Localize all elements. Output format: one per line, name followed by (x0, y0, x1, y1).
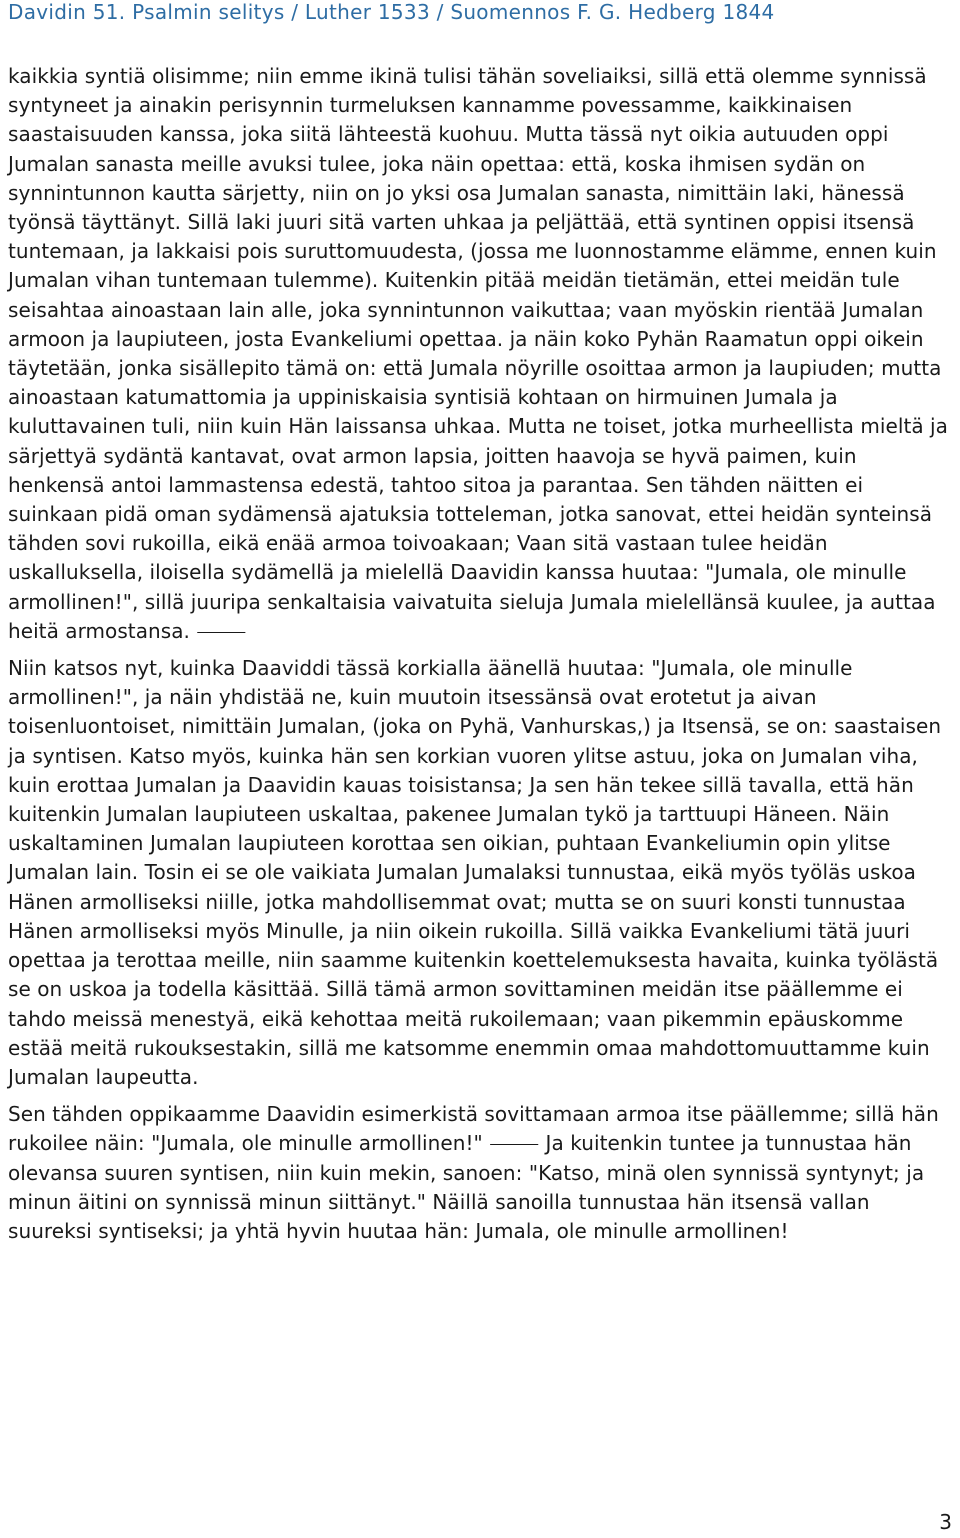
paragraph: Sen tähden oppikaamme Daavidin esimerkistä sovittamaan armoa itse päällemme; sillä hän rukoilee näin: "Jumala, ole minulle armollinen!" ⸻ Ja kuitenkin tuntee ja tunnustaa hän olevansa suuren syntisen, niin kuin mekin, sanoen: "Katso, minä olen synnissä syntynyt; ja minun äitini on synnissä minun siittänyt." Näillä sanoilla tunnustaa hän itsensä vallan suureksi syntiseksi; ja yhtä hyvin huutaa hän: Jumala, ole minulle armollinen! (8, 1102, 939, 1243)
page-number: 3 (939, 1510, 952, 1534)
paragraph: kaikkia syntiä olisimme; niin emme ikinä tulisi tähän soveliaiksi, sillä että olemme synnissä syntyneet ja ainakin perisynnin turmeluksen kannamme povessamme, kaikkinaisen saastaisuuden kanssa, joka siitä lähteestä kuohuu. Mutta tässä nyt oikia autuuden oppi Jumalan sanasta meille avuksi tulee, joka näin opettaa: että, koska ihmisen sydän on synnintunnon kautta särjetty, niin on jo yksi osa Jumalan sanasta, nimittäin laki, hänessä työnsä täyttänyt. Sillä laki juuri sitä varten uhkaa ja peljättää, että syntinen oppisi itsensä tuntemaan, ja lakkaisi pois suruttomuudesta, (jossa me luonnostamme elämme, ennen kuin Jumalan vihan tuntemaan tulemme). Kuitenkin pitää meidän tietämän, ettei meidän tule seisahtaa ainoastaan lain alle, joka synnintunnon vaikuttaa; vaan myöskin rientää Jumalan armoon ja laupiuteen, josta Evankeliumi opettaa. ja näin koko Pyhän Raamatun oppi oikein täytetään, jonka sisällepito tämä on: että Jumala nöyrille osoittaa armon ja laupiuden; mutta ainoastaan katumattomia ja uppiniskaisia syntisiä kohtaan on hirmuinen Jumala ja kuluttavainen tuli, niin kuin Hän laissansa uhkaa. Mutta ne toiset, jotka murheellista mieltä ja särjettyä sydäntä kantavat, ovat armon lapsia, joitten haavoja se hyvä paimen, kuin henkensä antoi lammastensa edestä, tahtoo sitoa ja parantaa. Sen tähden näitten ei suinkaan pidä oman sydämensä ajatuksia totteleman, jotka sanovat, ettei heidän synteinsä tähden sovi rukoilla, eikä enää armoa toivoakaan; Vaan sitä vastaan tulee heidän uskalluksella, iloisella sydämellä ja mielellä Daavidin kanssa huutaa: "Jumala, ole minulle armollinen!", sillä juuripa senkaltaisia vaivatuita sieluja Jumala mielellänsä kuulee, ja auttaa heitä armostansa. ⸻ (8, 64, 948, 643)
document-body (8, 62, 952, 1246)
paragraph: Niin katsos nyt, kuinka Daaviddi tässä korkialla äänellä huutaa: "Jumala, ole minulle armollinen!", ja näin yhdistää ne, kuin muutoin itsessänsä ovat erotetut ja aivan toisenluontoiset, nimittäin Jumalan, (joka on Pyhä, Vanhurskas,) ja Itsensä, se on: saastaisen ja syntisen. Katso myös, kuinka hän sen korkian vuoren ylitse astuu, joka on Jumalan viha, kuin erottaa Jumalan ja Daavidin kauas toisistansa; Ja sen hän tekee sillä tavalla, että hän kuitenkin Jumalan laupiuteen uskaltaa, pakenee Jumalan tykö ja tarttuupi Häneen. Näin uskaltaminen Jumalan laupiuteen korottaa sen oikian, puhtaan Evankeliumin opin ylitse Jumalan lain. Tosin ei se ole vaikiata Jumalan Jumalaksi tunnustaa, eikä myös työläs uskoa Hänen armolliseksi niille, jotka mahdollisemmat ovat; mutta se on suuri konsti tunnustaa Hänen armolliseksi myös Minulle, ja niin oikein rukoilla. Sillä vaikka Evankeliumi tätä juuri opettaa ja terottaa meille, niin saamme kuitenkin koettelemuksesta havaita, kuinka työlästä se on uskoa ja todella käsittää. Sillä tämä armon sovittaminen meidän itse päällemme ei tahdo meissä menestyä, eikä kehottaa meitä rukoilemaan; vaan pikemmin epäuskomme estää meitä rukouksestakin, sillä me katsomme enemmin omaa mahdottomuuttamme kuin Jumalan laupeutta. (8, 656, 942, 1089)
page-header: Davidin 51. Psalmin selitys / Luther 1533 / Suomennos F. G. Hedberg 1844 (8, 0, 775, 24)
